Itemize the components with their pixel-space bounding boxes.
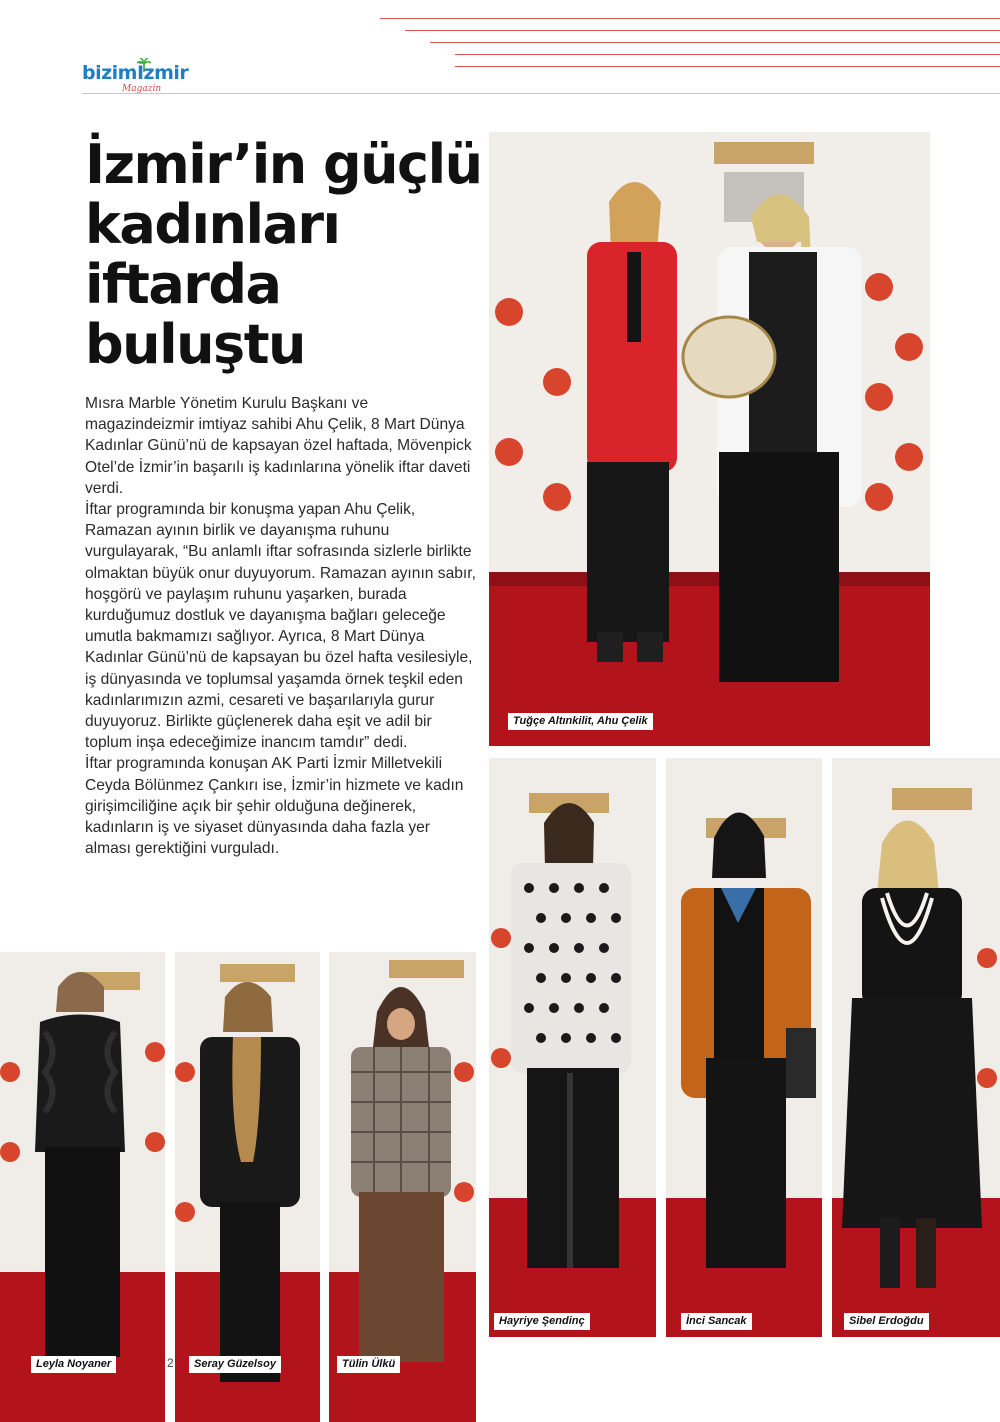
article-paragraph: İftar programında bir konuşma yapan Ahu Çelik, Ramazan ayının birlik ve dayanışma ruhunu vurgulayarak, “Bu anlamlı iftar sofrasında sizlerle birlikte olmaktan büyük onur duyuyorum. Ramazan ayının sabır, hoşgörü ve paylaşım ruhunu yaşarken, burada kurduğumuz dostluk ve dayanışma bağları geleceğe umutla bakmamızı sağlıyor. Ayrıca, 8 Mart Dünya Kadınlar Günü’nü de kapsayan bu özel hafta vesilesiyle, iş dünyasında ve toplumsal yaşamda örnek teşkil eden kadınlarımızın azmi, cesareti ve başarılarıyla gurur duyuyoruz. Birlikte güçlenerek daha eşit ve adil bir toplum inşa edeceğimize inancım tamdır” dedi.	[85, 501, 476, 752]
photo-caption: Leyla Noyaner	[31, 1356, 116, 1373]
photo-caption: Tülin Ülkü	[337, 1356, 400, 1373]
photo-hayriye-image	[489, 758, 656, 1337]
photo-sibel[interactable]	[832, 758, 1000, 1337]
photo-seray[interactable]	[175, 952, 320, 1422]
logo-subtitle: Magazin	[122, 84, 162, 94]
page-number: 2	[167, 1356, 174, 1370]
logo-text: bizimİzmir	[82, 62, 189, 84]
photo-inci[interactable]	[666, 758, 822, 1337]
photo-hayriye[interactable]	[489, 758, 656, 1337]
photo-main-image	[489, 132, 930, 746]
photo-caption: Tuğçe Altınkilit, Ahu Çelik	[508, 713, 653, 730]
title-line: İzmir’in güçlü	[85, 133, 482, 196]
palm-tree-icon	[137, 58, 151, 72]
photo-caption: Seray Güzelsoy	[189, 1356, 281, 1373]
photo-caption: İnci Sancak	[681, 1313, 752, 1330]
brand-logo[interactable]	[82, 62, 202, 96]
article-body	[85, 393, 480, 859]
photo-seray-image	[175, 952, 320, 1422]
photo-inci-image	[666, 758, 822, 1337]
title-line: iftarda	[85, 253, 281, 316]
header-rule	[455, 54, 1000, 55]
header-rule	[82, 93, 1000, 94]
header-rule	[455, 66, 1000, 67]
article-paragraph: Mısra Marble Yönetim Kurulu Başkanı ve magazindeizmir imtiyaz sahibi Ahu Çelik, 8 Mart Dünya Kadınlar Günü’nü de kapsayan özel haftada, Mövenpick Otel’de İzmir’in başarılı iş kadınlarına yönelik iftar daveti verdi.	[85, 395, 472, 497]
title-line: buluştu	[85, 313, 305, 376]
photo-tulin[interactable]	[329, 952, 476, 1422]
header-rule	[380, 18, 1000, 19]
article-paragraph: İftar programında konuşan AK Parti İzmir Milletvekili Ceyda Bölünmez Çankırı ise, İzmir’in hizmete ve kadın girişimciliğine açık bir şehir olduğuna değinerek, kadınların iş ve siyaset dünyasında daha fazla yer alması gerektiğini vurguladı.	[85, 755, 464, 858]
photo-caption: Sibel Erdoğdu	[844, 1313, 929, 1330]
header-rule	[430, 42, 1000, 43]
header-rule	[405, 30, 1000, 31]
photo-leyla[interactable]	[0, 952, 165, 1422]
photo-sibel-image	[832, 758, 1000, 1337]
photo-main[interactable]	[489, 132, 930, 746]
photo-tulin-image	[329, 952, 476, 1422]
article-title	[85, 135, 485, 375]
photo-leyla-image	[0, 952, 165, 1422]
title-line: kadınları	[85, 193, 340, 256]
photo-caption: Hayriye Şendinç	[494, 1313, 590, 1330]
